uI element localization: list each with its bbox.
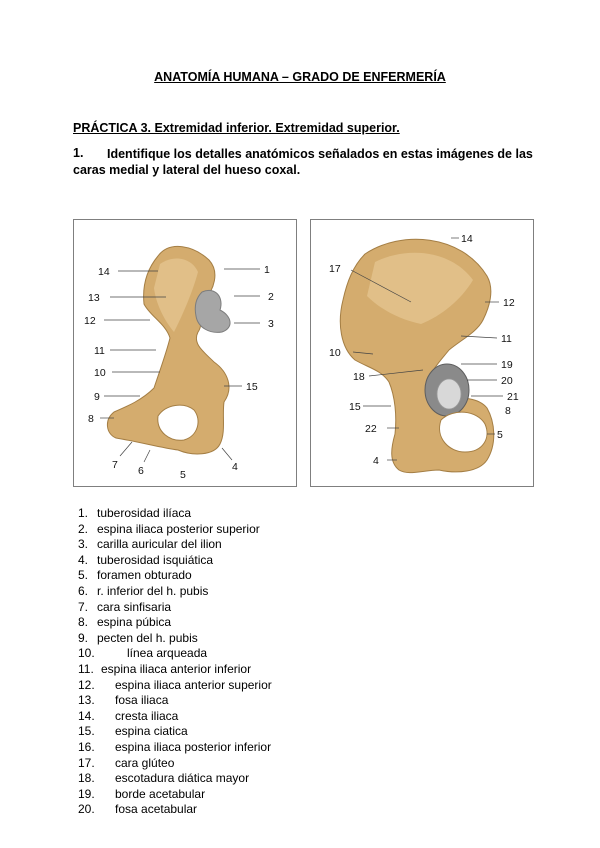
lateral-label-12: 12 <box>503 297 515 309</box>
lateral-label-14: 14 <box>461 233 473 245</box>
lateral-label-21: 21 <box>507 391 519 403</box>
document-title: ANATOMÍA HUMANA – GRADO DE ENFERMERÍA <box>154 70 446 84</box>
medial-label-3: 3 <box>268 318 274 330</box>
lateral-label-22: 22 <box>365 423 377 435</box>
list-item: 11. espina iliaca anterior inferior <box>78 661 252 676</box>
hip-bone-lateral-figure <box>310 219 534 487</box>
hip-bone-medial-figure <box>73 219 297 487</box>
lateral-label-10: 10 <box>329 347 341 359</box>
list-item: 17. cara glúteo <box>78 755 175 770</box>
list-item: 18. escotadura diática mayor <box>78 771 250 786</box>
medial-label-10: 10 <box>94 367 106 379</box>
medial-label-2: 2 <box>268 291 274 303</box>
list-item: 1. tuberosidad ilíaca <box>78 506 192 520</box>
lateral-label-15: 15 <box>349 401 361 413</box>
medial-label-1: 1 <box>264 264 270 276</box>
list-item: 19. borde acetabular <box>78 786 206 801</box>
medial-label-15: 15 <box>246 381 258 393</box>
list-item: 6. r. inferior del h. pubis <box>78 583 209 598</box>
question-text: Identifique los detalles anatómicos señalados en estas imágenes de las caras medial y lateral del hueso coxal. <box>73 147 533 177</box>
medial-label-11: 11 <box>94 345 105 357</box>
medial-label-5: 5 <box>180 469 186 481</box>
list-item: 20. fosa acetabular <box>78 802 198 817</box>
list-item: 12. espina iliaca anterior superior <box>78 677 272 692</box>
medial-label-9: 9 <box>94 391 100 403</box>
medial-label-12: 12 <box>84 315 96 327</box>
list-item: 14. cresta iliaca <box>78 708 179 723</box>
list-item: 13. fosa iliaca <box>78 693 169 708</box>
practice-title: PRÁCTICA 3. Extremidad inferior. Extremidad superior. <box>73 121 400 135</box>
lateral-label-19: 19 <box>501 359 513 371</box>
medial-label-8: 8 <box>88 413 94 425</box>
medial-label-4: 4 <box>232 461 238 473</box>
medial-label-7: 7 <box>112 459 118 471</box>
lateral-label-8: 8 <box>505 405 511 417</box>
hip-bone-medial-drawing <box>74 220 296 486</box>
list-item: 10. línea arqueada <box>78 646 208 661</box>
lateral-label-11: 11 <box>501 333 512 345</box>
list-item: 16. espina iliaca posterior inferior <box>78 739 272 754</box>
list-item: 5. foramen obturado <box>78 568 192 583</box>
list-item: 7. cara sinfisaria <box>78 599 172 614</box>
legend-list <box>78 506 272 818</box>
lateral-label-5: 5 <box>497 429 503 441</box>
list-item: 3. carilla auricular del ilion <box>78 537 222 552</box>
lateral-label-17: 17 <box>329 263 341 275</box>
medial-label-13: 13 <box>88 292 100 304</box>
lateral-label-18: 18 <box>353 371 365 383</box>
list-item: 2. espina iliaca posterior superior <box>78 521 260 536</box>
medial-label-6: 6 <box>138 465 144 477</box>
lateral-label-4: 4 <box>373 455 379 467</box>
list-item: 9. pecten del h. pubis <box>78 630 198 645</box>
list-item: 15. espina ciatica <box>78 724 188 739</box>
list-item: 4. tuberosidad isquiática <box>78 552 214 567</box>
hip-bone-lateral-drawing <box>311 220 533 486</box>
question-number: 1. <box>73 146 84 160</box>
medial-label-14: 14 <box>98 266 110 278</box>
lateral-label-20: 20 <box>501 375 513 387</box>
list-item: 8. espina púbica <box>78 615 172 630</box>
